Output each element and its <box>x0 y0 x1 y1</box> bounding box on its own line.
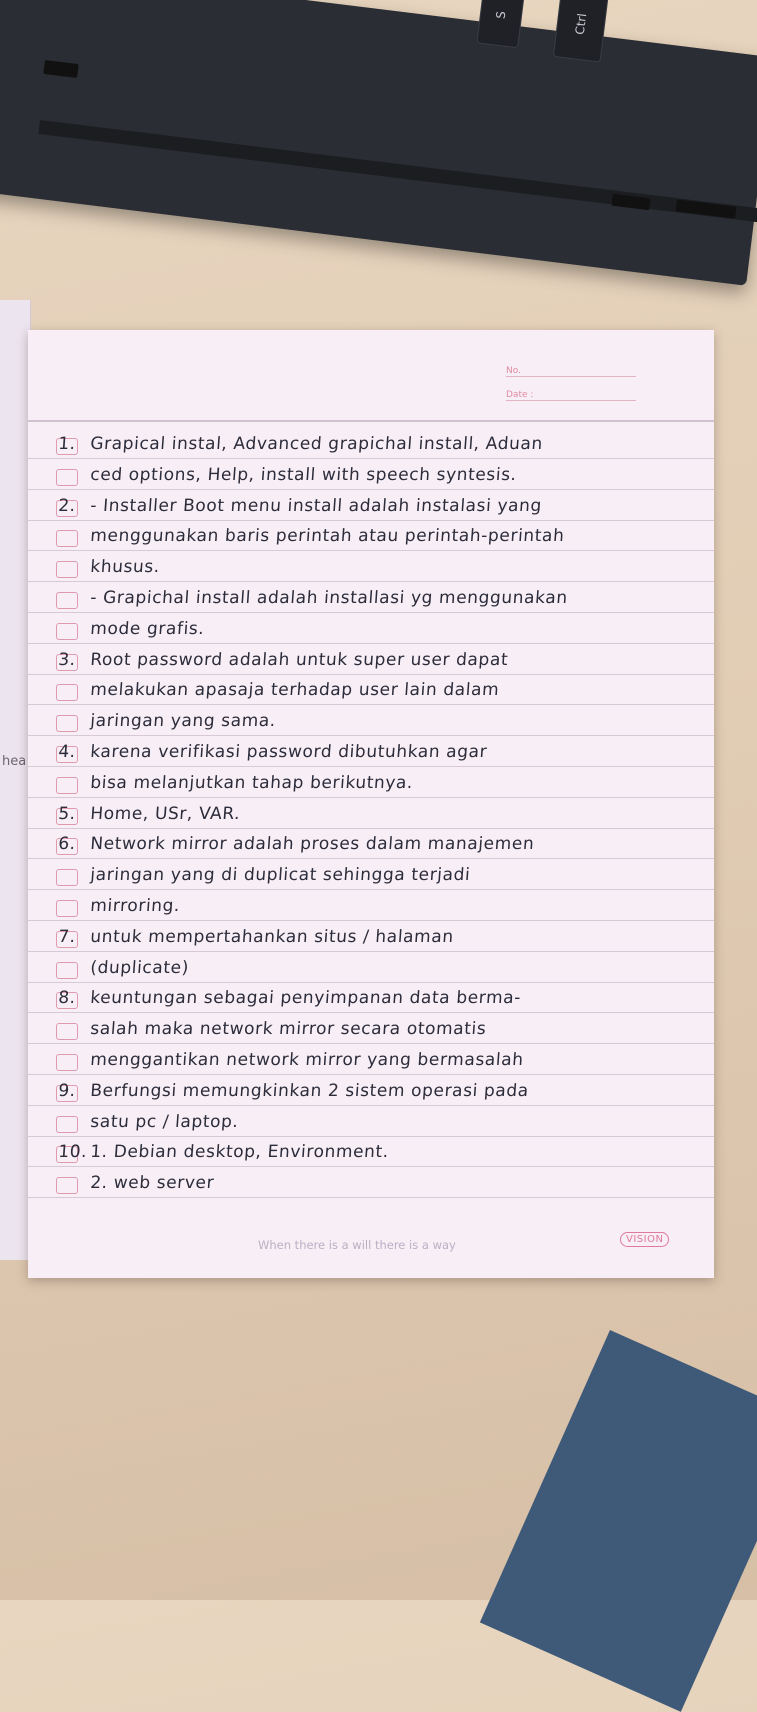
line-box <box>56 561 78 578</box>
handwritten-lines <box>28 330 714 1278</box>
handwritten-line: karena verifikasi password dibutuhkan agar <box>89 742 488 762</box>
answer-number: 3. <box>57 649 77 670</box>
line-box <box>56 530 78 547</box>
line-box <box>56 592 78 609</box>
blue-cloth <box>480 1330 757 1712</box>
handwritten-line: untuk mempertahankan situs / halaman <box>89 926 455 947</box>
handwritten-line: 1. Debian desktop, Environment. <box>89 1142 390 1163</box>
handwritten-line: (duplicate) <box>89 957 190 978</box>
handwritten-line: mirroring. <box>89 896 181 916</box>
line-box <box>56 715 78 732</box>
answer-number: 8. <box>57 988 77 1009</box>
handwritten-line: Berfungsi memungkinkan 2 sistem operasi pada <box>89 1080 530 1101</box>
answer-number: 4. <box>57 742 77 762</box>
handwritten-line: Home, USr, VAR. <box>89 803 241 824</box>
answer-number: 2. <box>57 495 77 516</box>
line-box <box>56 1177 78 1194</box>
line-box <box>56 869 78 886</box>
line-box <box>56 684 78 701</box>
no-field: No. <box>506 366 636 377</box>
answer-number: 10. <box>57 1142 88 1163</box>
handwritten-line: salah maka network mirror secara otomatis <box>89 1019 488 1040</box>
handwritten-line: - Installer Boot menu install adalah instalasi yang <box>89 495 543 516</box>
date-field: Date : <box>506 390 636 401</box>
line-box <box>56 1054 78 1071</box>
handwritten-line: ced options, Help, install with speech syntesis. <box>89 464 518 485</box>
notebook-page <box>28 330 714 1278</box>
answer-number: 7. <box>57 926 77 947</box>
handwritten-line: melakukan apasaja terhadap user lain dalam <box>89 680 500 701</box>
answer-number: 9. <box>57 1080 77 1101</box>
handwritten-line: bisa melanjutkan tahap berikutnya. <box>89 772 414 793</box>
handwritten-line: keuntungan sebagai penyimpanan data berma- <box>89 988 522 1009</box>
handwritten-line: 2. web server <box>89 1173 215 1194</box>
line-box <box>56 1023 78 1040</box>
handwritten-line: - Grapichal install adalah installasi yg menggunakan <box>89 588 569 608</box>
line-box <box>56 777 78 794</box>
margin-note: hea <box>2 754 27 769</box>
key-ctrl: Ctrl <box>553 0 609 63</box>
handwritten-line: Root password adalah untuk super user dapat <box>89 649 509 670</box>
answer-number: 5. <box>57 803 77 824</box>
handwritten-line: menggantikan network mirror yang bermasalah <box>89 1050 525 1070</box>
handwritten-line: mode grafis. <box>89 618 206 639</box>
handwritten-line: jaringan yang di duplicat sehingga terjadi <box>89 865 472 886</box>
footer-motto: When there is a will there is a way <box>258 1238 456 1252</box>
handwritten-line: khusus. <box>89 557 161 578</box>
line-box <box>56 962 78 979</box>
key-s: S <box>476 0 525 48</box>
answer-number: 6. <box>57 834 77 855</box>
handwritten-line: menggunakan baris perintah atau perintah-perintah <box>89 526 566 547</box>
handwritten-line: jaringan yang sama. <box>89 711 277 732</box>
line-box <box>56 469 78 486</box>
line-box <box>56 900 78 917</box>
handwritten-line: Grapical instal, Advanced grapichal install, Aduan <box>89 434 544 454</box>
handwritten-line: satu pc / laptop. <box>89 1111 240 1132</box>
answer-number: 1. <box>57 434 77 454</box>
handwritten-line: Network mirror adalah proses dalam manajemen <box>89 834 536 855</box>
brand-logo: VISION <box>620 1232 669 1247</box>
line-box <box>56 1116 78 1133</box>
line-box <box>56 623 78 640</box>
notebook-back-page <box>0 300 31 1260</box>
